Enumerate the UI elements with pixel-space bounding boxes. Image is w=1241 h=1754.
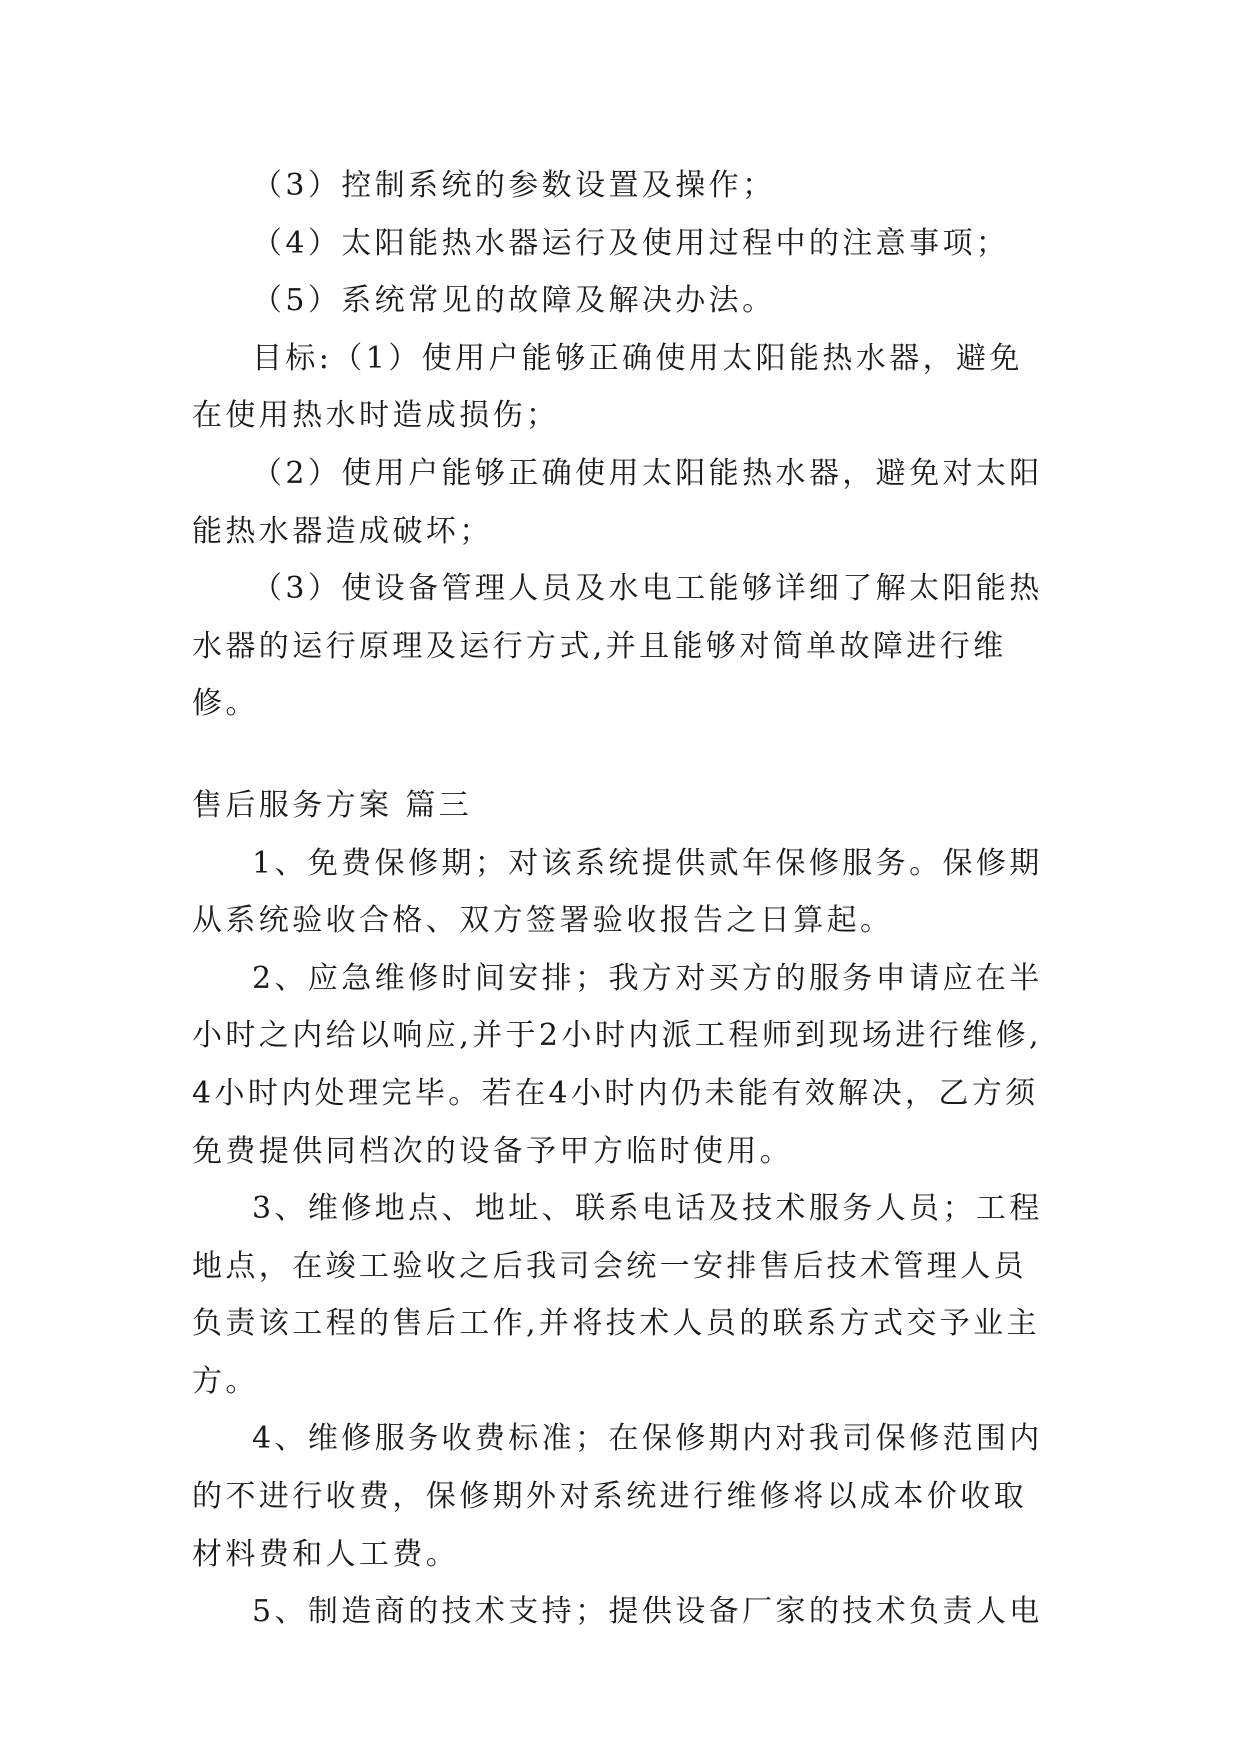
list-item: （4）太阳能热水器运行及使用过程中的注意事项； (252, 225, 1010, 261)
service-paragraph: 2、应急维修时间安排；我方对买方的服务申请应在半小时之内给以响应,并于2小时内派工程师到现场进行维修,4小时内处理完毕。若在4小时内仍未能有效解决，乙方须免费提供同档次的设备予甲方临时使用。 (192, 960, 1043, 1169)
list-item: （3）控制系统的参数设置及操作； (252, 168, 776, 203)
document-body (192, 157, 1054, 1641)
section-title: 售后服务方案 篇三 (192, 787, 473, 823)
service-paragraph: 4、维修服务收费标准；在保修期内对我司保修范围内的不进行收费，保修期外对系统进行维修将以成本价收取材料费和人工费。 (192, 1421, 1043, 1572)
service-paragraph: 1、免费保修期；对该系统提供贰年保修服务。保修期从系统验收合格、双方签署验收报告之日算起。 (192, 845, 1043, 939)
goal-paragraph: （2）使用户能够正确使用太阳能热水器，避免对太阳能热水器造成破坏； (192, 455, 1043, 549)
service-paragraph: 3、维修地点、地址、联系电话及技术服务人员；工程地点，在竣工验收之后我司会统一安排售后技术管理人员负责该工程的售后工作,并将技术人员的联系方式交予业主方。 (192, 1191, 1043, 1399)
goal-paragraph: （3）使设备管理人员及水电工能够详细了解太阳能热水器的运行原理及运行方式,并且能够对简单故障进行维修。 (192, 571, 1043, 722)
service-paragraph: 5、制造商的技术支持；提供设备厂家的技术负责人电 (252, 1594, 1043, 1630)
list-item: （5）系统常见的故障及解决办法。 (252, 283, 776, 319)
goal-paragraph: 目标:（1）使用户能够正确使用太阳能热水器，避免在使用热水时造成损伤； (192, 340, 1023, 434)
